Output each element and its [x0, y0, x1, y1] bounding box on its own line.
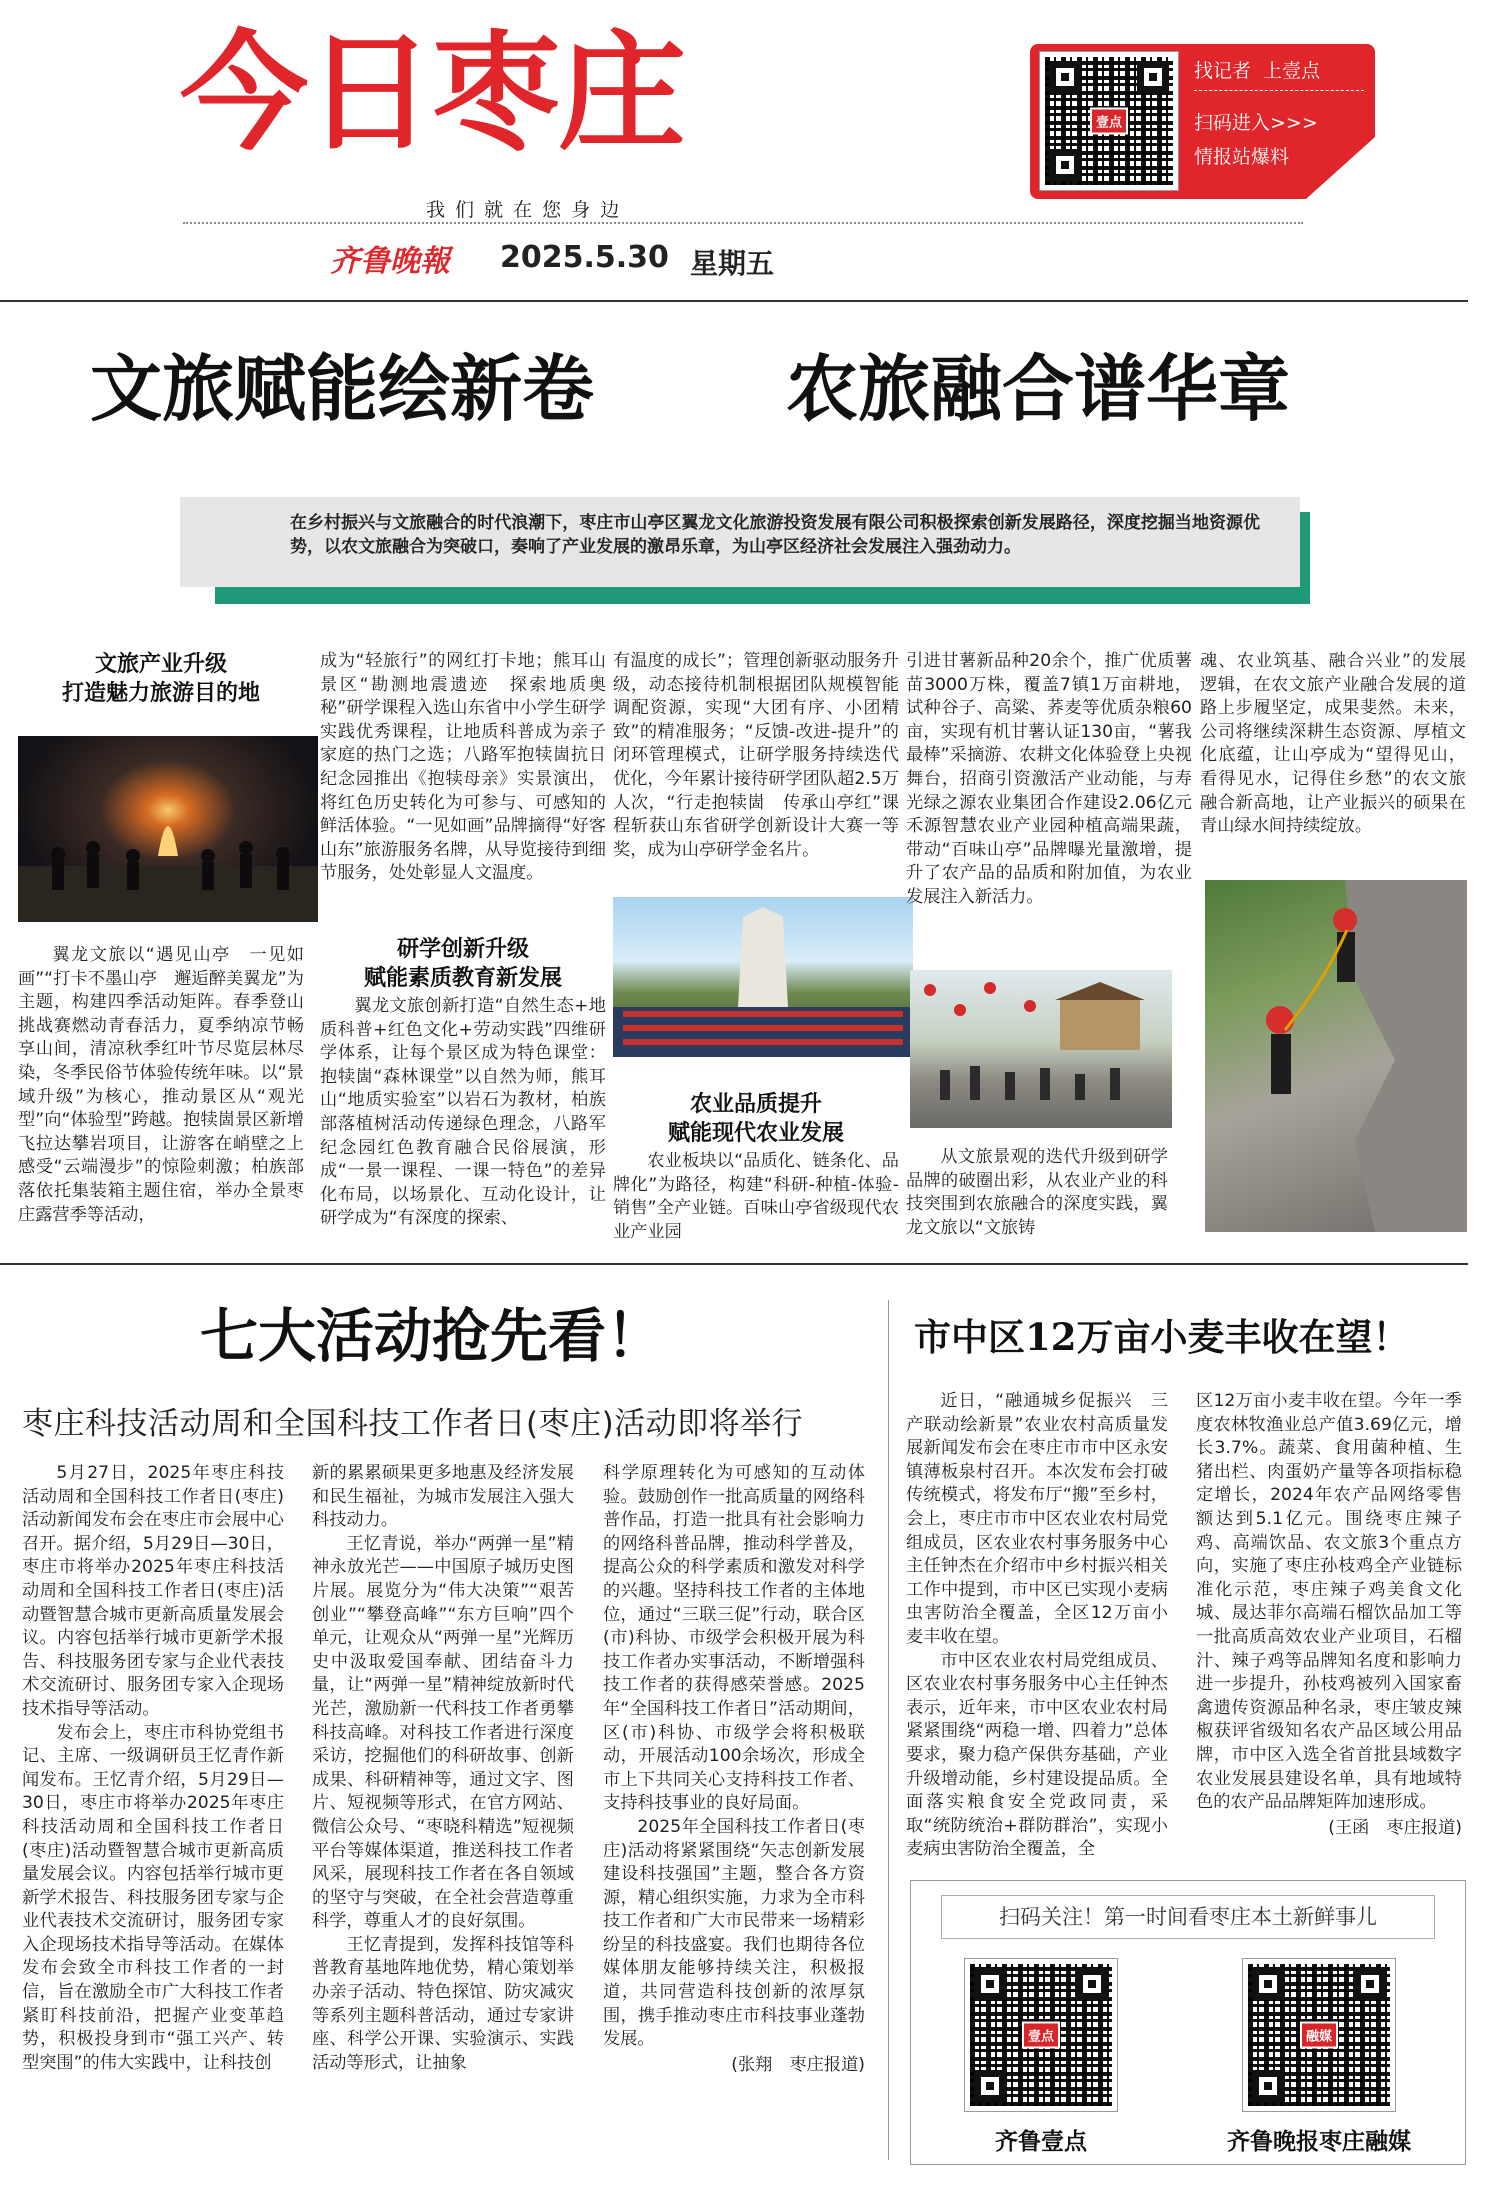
lead-headline-left: 文旅赋能绘新卷 — [90, 346, 595, 431]
masthead-dotted-rule — [183, 222, 1303, 224]
masthead — [0, 0, 1488, 300]
lead-col5-text — [1200, 650, 1466, 839]
lead-section2-title-line1: 研学创新升级 — [396, 936, 529, 962]
monument-scene — [613, 897, 913, 1057]
promo-qr-logo: 壹点 — [1090, 108, 1128, 135]
lead-col5-paragraph: 魂、农业筑基、融合兴业”的发展逻辑，在农文旅产业融合发展的道路上步履坚定，成果斐然。未来，公司将继续深耕生态资源、厚植文化底蕴，让山亭成为“望得见山，看得见水，记得住乡愁”的农文旅融合新高地，让产业振兴的硕果在青山绿水间持续绽放。 — [1200, 651, 1466, 837]
lead-section1-title-line1: 文旅产业升级 — [94, 651, 227, 677]
paper-name: 齐鲁晚報 — [330, 244, 450, 279]
lead-col2-text-b — [320, 995, 606, 1231]
masthead-slogan: 我 们 就 在 您 身 边 — [426, 199, 622, 221]
lead-col2-text-a — [320, 650, 606, 886]
promo-divider — [1194, 90, 1364, 91]
qr-qilu-yidian-logo: 壹点 — [1022, 2022, 1060, 2049]
photo-running-event — [910, 970, 1172, 1128]
lead-col3-paragraph-a: 有温度的成长”；管理创新驱动服务升级，动态接待机制根据团队规模智能调配资源，实现“大团有序、小团精致”的精准服务；“反馈-改进-提升”的闭环管理模式，让研学服务持续迭代优化，今年累计接待研学团队超2.5万人次，“行走抱犊崮 传承山亭红”课程斩获山东省研学创新设计大赛一等奖，成为山亭研学金名片。 — [613, 651, 899, 860]
lead-section1-title-line2: 打造魅力旅游目的地 — [61, 680, 260, 706]
promo-line-2: 扫码进入>>> — [1194, 112, 1318, 134]
lead-col1-paragraph: 翼龙文旅以“遇见山亭 一见如画”“打卡不墨山亭 邂逅醉美翼龙”为主题，构建四季活动矩阵。春季登山挑战赛燃动青春活力，夏季纳凉节畅享山间，清凉秋季红叶节尽览层林尽染，冬季民俗节体验传统年味。以“景域升级”为核心，推动景区从“观光型”向“体验型”跨越。抱犊崮景区新增飞拉达攀岩项目，让游客在峭壁之上感受“云端漫步”的惊险刺激；柏族部落依托集装箱主题住宿，举办全景枣庄露营季等活动， — [18, 945, 304, 1225]
tech-byline: (张翔 枣庄报道) — [731, 2054, 865, 2075]
promo-line-3: 情报站爆料 — [1194, 146, 1290, 168]
promo-qr-code[interactable] — [1040, 52, 1178, 190]
follow-title: 扫码关注！第一时间看枣庄本土新鲜事儿 — [999, 1905, 1377, 1929]
issue-date: 2025.5.30 — [500, 240, 669, 275]
lead-section2-title-line2: 赋能素质教育新发展 — [363, 965, 562, 991]
wheat-byline: (王函 枣庄报道) — [1328, 1817, 1462, 1838]
wheat-headline: 市中区12万亩小麦丰收在望！ — [914, 1315, 1410, 1359]
section-divider — [0, 1263, 1468, 1265]
qr-qilu-evening-zaozhuang-logo: 融媒 — [1300, 2022, 1338, 2049]
follow-title-box — [941, 1895, 1435, 1939]
lead-col1-text — [18, 944, 304, 1227]
lead-section1-title — [18, 650, 304, 708]
masthead-bottom-rule — [0, 300, 1468, 302]
tech-col3-paragraph-1: 科学原理转化为可感知的互动体验。鼓励创作一批高质量的网络科普作品，打造一批具有社会影响力的网络科普品牌，推动科学普及，提高公众的科学素质和激发对科学的兴趣。坚持科技工作者的主体地位，通过“三联三促”行动，联合区(市)科协、市级学会积极开展为科技工作者办实事活动，不断增强科技工作者的获得感荣誉感。2025年“全国科技工作者日”活动期间，区(市)科协、市级学会将积极联动，开展活动100余场次，形成全市上下共同关心支持科技工作者、支持科技事业的良好局面。 — [603, 1463, 865, 1814]
lead-col3-text-b — [613, 1150, 899, 1244]
tech-col2-paragraph-3: 王忆青提到，发挥科技馆等科普教育基地阵地优势，精心策划举办亲子活动、特色探馆、防灾减灾等系列主题科普活动，通过专家讲座、科学公开课、实验演示、实践活动等形式，让抽象 — [312, 1934, 574, 2073]
tech-headline: 七大活动抢先看！ — [200, 1302, 665, 1370]
lead-col2-paragraph-a: 成为“轻旅行”的网红打卡地；熊耳山景区“勘测地震遗迹 探索地质奥秘”研学课程入选山东省中小学生研学实践优秀课程，让地质科普成为亲子家庭的热门之选；八路军抱犊崮抗日纪念园推出《抱犊母亲》实景演出，将红色历史转化为可参与、可感知的鲜活体验。“一见如画”品牌摘得“好客山东”旅游服务名牌，从导览接待到细节服务，处处彰显人文温度。 — [320, 651, 606, 884]
tech-col3 — [603, 1462, 883, 2077]
lead-col4-caption-text: 从文旅景观的迭代升级到研学品牌的破圈出彩，从农业产业的科技突围到农旅融合的深度实践，翼龙文旅以“文旅铸 — [906, 1147, 1168, 1238]
photo-via-ferrata-climbers — [1205, 880, 1467, 1232]
lead-col4-text — [906, 650, 1192, 910]
qr-qilu-evening-zaozhuang-label: 齐鲁晚报枣庄融媒 — [1227, 2129, 1411, 2155]
tech-subheadline: 枣庄科技活动周和全国科技工作者日(枣庄)活动即将举行 — [22, 1406, 804, 1442]
tech-col2-paragraph-1: 新的累累硕果更多地惠及经济发展和民生福祉，为城市发展注入强大科技动力。 — [312, 1463, 574, 1531]
qr-qilu-yidian[interactable] — [965, 1959, 1117, 2111]
tech-col1-paragraph-2: 发布会上，枣庄市科协党组书记、主席、一级调研员王忆青作新闻发布。王忆青介绍，5月29日—30日，枣庄市将举办2025年枣庄科技活动周和全国科技工作者日(枣庄)活动暨智慧合城市更新高质量发展会议。内容包括举行城市更新学术报告、科技服务团专家与企业代表技术交流研讨，服务团专家入企现场技术指导等活动。在媒体发布会致全市科技工作者的一封信，旨在激励全市广大科技工作者紧盯科技前沿，把握产业变革趋势，积极投身到市“强工兴产、转型突围”的伟大实践中，让科技创 — [22, 1722, 284, 2073]
tech-col1 — [22, 1462, 284, 2075]
tech-col2 — [312, 1462, 574, 2075]
lead-section2-title — [320, 935, 606, 993]
wheat-col2 — [1196, 1390, 1462, 1840]
climbing-scene — [1205, 880, 1467, 1232]
lead-col3-text-a — [613, 650, 899, 862]
lead-section3-title-line1: 农业品质提升 — [689, 1091, 822, 1117]
qr-qilu-yidian-label: 齐鲁壹点 — [995, 2129, 1087, 2155]
lead-col4-caption — [906, 1146, 1168, 1240]
lead-section3-title — [613, 1090, 899, 1148]
wheat-col1-paragraph-2: 市中区农业农村局党组成员、区农业农村事务服务中心主任钟杰表示，近年来，市中区农业农村局紧紧围绕“两稳一增、四着力”总体要求，聚力稳产保供夯基础，产业升级增动能，乡村建设提品质。全面落实粮食安全党政同责，采取“统防统治+群防群治”，实现小麦病虫害防治全覆盖，全 — [906, 1650, 1168, 1860]
column-divider — [888, 1300, 889, 2160]
tech-col2-paragraph-2: 王忆青说，举办“两弹一星”精神永放光芒——中国原子城历史图片展。展览分为“伟大决策”“艰苦创业”“攀登高峰”“东方巨响”四个单元，让观众从“两弹一星”光辉历史中汲取爱国奉献、团结奋斗力量，让“两弹一星”精神绽放新时代光芒，激励新一代科技工作者勇攀科技高峰。对科技工作者进行深度采访，挖掘他们的科研故事、创新成果、科研精神等，通过文字、图片、短视频等形式，在官方网站、微信公众号、“枣晓科精选”短视频平台等媒体渠道，推送科技工作者风采，展现科技工作者在各自领域的坚守与突破，在全社会营造尊重科学，尊重人才的良好氛围。 — [312, 1533, 574, 1932]
follow-box — [910, 1880, 1466, 2165]
lead-col2-paragraph-b: 翼龙文旅创新打造“自然生态+地质科普+红色文化+劳动实践”四维研学体系，让每个景区成为特色课堂：抱犊崮“森林课堂”以自然为师，熊耳山“地质实验室”以岩石为教材，柏族部落植树活动传递绿色理念，八路军纪念园红色教育融合民俗展演，形成“一景一课程、一课一特色”的差异化布局，以场景化、互动化设计，让研学成为“有深度的探索、 — [320, 996, 606, 1229]
tech-col1-paragraph-1: 5月27日，2025年枣庄科技活动周和全国科技工作者日(枣庄)活动新闻发布会在枣庄市会展中心召开。据介绍，5月29日—30日，枣庄市将举办2025年枣庄科技活动周和全国科技工作者日(枣庄)活动暨智慧合城市更新高质量发展会议。内容包括举行城市更新学术报告、科技服务团专家与企业代表技术交流研讨、服务团专家入企现场技术指导等活动。 — [22, 1463, 284, 1719]
lead-section3-title-line2: 赋能现代农业发展 — [667, 1120, 844, 1146]
running-scene — [910, 970, 1172, 1128]
lead-headline-right: 农旅融合谱华章 — [786, 346, 1291, 431]
lead-intro-text: 在乡村振兴与文旅融合的时代浪潮下，枣庄市山亭区翼龙文化旅游投资发展有限公司积极探索创新发展路径，深度挖掘当地资源优势，以农文旅融合为突破口，奏响了产业发展的激昂乐章，为山亭区经济社会发展注入强劲动力。 — [290, 513, 1260, 557]
photo-campfire-night — [18, 736, 318, 922]
lead-intro-box — [180, 497, 1300, 587]
promo-line-1: 找记者 上壹点 — [1194, 60, 1321, 82]
wheat-col1 — [906, 1390, 1168, 1862]
wheat-col1-paragraph-1: 近日，“融通城乡促振兴 三产联动绘新景”农业农村高质量发展新闻发布会在枣庄市市中区永安镇薄板泉村召开。本次发布会打破传统模式，将发布厅“搬”至乡村，会上，枣庄市市中区农业农村局党组成员，区农业农村事务服务中心主任钟杰在介绍市中乡村振兴相关工作中提到，市中区已实现小麦病虫害防治全覆盖，全区12万亩小麦丰收在望。 — [906, 1391, 1168, 1647]
issue-weekday: 星期五 — [690, 247, 775, 280]
wheat-col2-paragraph-1: 区12万亩小麦丰收在望。今年一季度农林牧渔业总产值3.69亿元，增长3.7%。蔬菜、食用菌种植、生猪出栏、肉蛋奶产量等各项指标稳定增长，2024年农产品网络零售额达到5.1亿元。围绕枣庄辣子鸡、高端饮品、农文旅3个重点方向，实施了枣庄孙枝鸡全产业链标准化示范，枣庄辣子鸡美食文化城、晟达菲尔高端石榴饮品加工等一批高质高效农业产业项目，石榴汁、辣子鸡等品牌知名度和影响力进一步提升，孙枝鸡被列入国家畜禽遗传资源品种名录，枣庄皱皮辣椒获评省级知名农产品区域公用品牌，市中区入选全省首批县域数字农业发展县建设名单，具有地域特色的农产品品牌矩阵加速形成。 — [1196, 1391, 1462, 1813]
qr-qilu-evening-zaozhuang[interactable] — [1243, 1959, 1395, 2111]
tech-col3-paragraph-2: 2025年全国科技工作者日(枣庄)活动将紧紧围绕“矢志创新发展 建设科技强国”主题，整合各方资源，精心组织实施，力求为全市科技工作者和广大市民带来一场精彩纷呈的科技盛宴。我们也期待各位媒体朋友能够持续关注，积极报道，共同营造科技创新的浓厚氛围，携手推动枣庄市科技事业蓬勃发展。 — [603, 1816, 883, 2050]
masthead-title: 今日枣庄 — [180, 18, 685, 168]
photo-study-tour-group — [613, 897, 913, 1057]
lead-col4-paragraph: 引进甘薯新品种20余个，推广优质薯苗3000万株，覆盖7镇1万亩耕地，试种谷子、高粱、荞麦等优质杂粮60亩，实现有机甘薯认证130亩，“薯我最棒”采摘游、农耕文化体验登上央视舞台，招商引资激活产业动能，与寿光绿之源农业集团合作建设2.06亿元禾源智慧农业产业园种植高端果蔬，带动“百味山亭”品牌曝光量激增，提升了农产品的品质和附加值，为农业发展注入新活力。 — [906, 651, 1192, 907]
campfire-scene — [18, 736, 318, 922]
lead-col3-paragraph-b: 农业板块以“品质化、链条化、品牌化”为路径，构建“科研-种植-体验-销售”全产业链。百味山亭省级现代农业产业园 — [613, 1151, 899, 1242]
